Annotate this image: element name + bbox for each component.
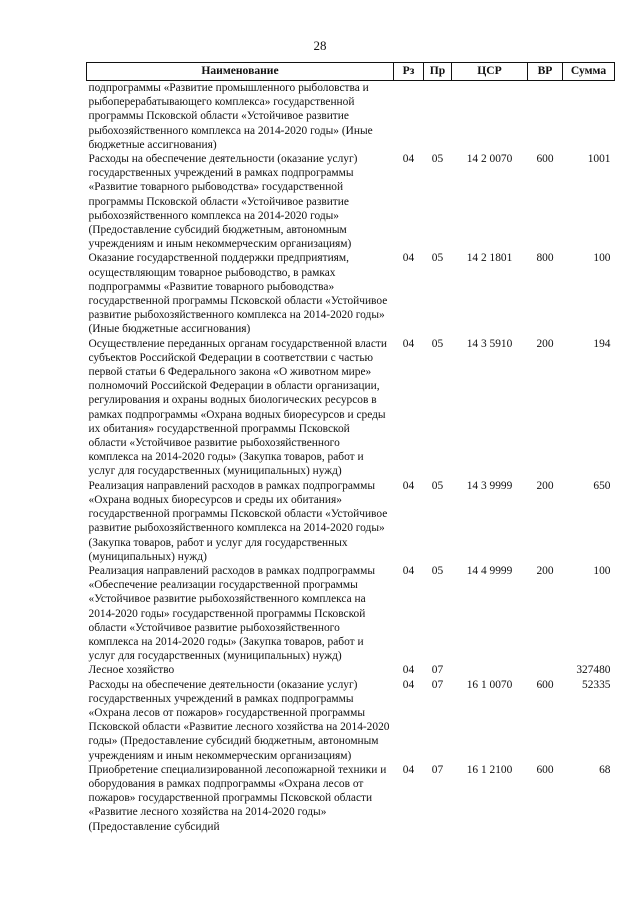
header-row (87, 63, 615, 81)
table-header (87, 63, 615, 81)
row-pr: 07 (431, 664, 444, 677)
row-name: Расходы на обеспечение деятельности (оказание услуг) государственных учреждений в рамках подпрограммы «Охрана лесов от пожаров» государственной программы Псковской области «Развитие лесного хозяйства на 2014-2020 годы» (Предоставление субсидий бюджетным, автономным учреждениям и иным некоммерческим организациям) (88, 678, 390, 762)
row-name: Осуществление переданных органам государственной власти субъектов Российской Федерации в соответствии с частью первой статьи 6 Федерального закона «О животном мире» полномочий Российской Федерации в области организации, регулирования и охраны водных биологических ресурсов в рамках подпрограммы «Охрана водных биоресурсов и среды их обитания» государственной программы Псковской области «Устойчивое развитие рыбохозяйственного комплекса на 2014-2020 годы» (Закупка товаров, работ и услуг для государственных (муниципальных) нужд) (88, 337, 387, 478)
row-sum: 100 (593, 252, 611, 265)
row-rz: 04 (402, 153, 415, 166)
row-rz: 04 (402, 664, 415, 677)
row-pr: 05 (431, 479, 444, 492)
row-rz: 04 (402, 337, 415, 350)
row-name: Расходы на обеспечение деятельности (оказание услуг) государственных учреждений в рамках подпрограммы «Развитие товарного рыбоводства» государственной программы Псковской области «Устойчивое развитие рыбохозяйственного комплекса на 2014-2020 годы» (Предоставление субсидий бюджетным, автономным учреждениям и иным некоммерческим организациям) (88, 153, 358, 251)
row-vr: 200 (536, 337, 554, 350)
page-number: 28 (313, 38, 327, 53)
row-pr: 05 (431, 337, 444, 350)
table-row (87, 152, 615, 251)
row-vr: 600 (536, 678, 554, 691)
row-vr (528, 663, 563, 677)
table-row (87, 81, 615, 153)
row-pr: 07 (431, 763, 444, 776)
row-rz (394, 81, 424, 153)
row-rz: 04 (402, 564, 415, 577)
row-pr: 05 (431, 564, 444, 577)
row-vr: 200 (536, 564, 554, 577)
budget-table-container (86, 62, 614, 834)
row-pr: 05 (431, 252, 444, 265)
row-rz: 04 (402, 763, 415, 776)
row-csr: 14 2 1801 (466, 252, 513, 265)
row-sum: 52335 (582, 678, 611, 691)
row-sum: 650 (593, 479, 611, 492)
row-sum: 100 (593, 564, 611, 577)
row-vr: 200 (536, 479, 554, 492)
row-csr: 14 3 5910 (466, 337, 513, 350)
row-vr (528, 81, 563, 153)
row-rz: 04 (402, 479, 415, 492)
row-csr: 16 1 2100 (466, 763, 513, 776)
table-row (87, 337, 615, 479)
row-vr: 600 (536, 763, 554, 776)
table-row (87, 663, 615, 677)
row-rz: 04 (402, 252, 415, 265)
row-name: Реализация направлений расходов в рамках подпрограммы «Охрана водных биоресурсов и среды их обитания» государственной программы Псковской области «Устойчивое развитие рыбохозяйственного комплекса на 2014-2020 годы» (Закупка товаров, работ и услуг для государственных (муниципальных) нужд) (88, 479, 388, 563)
row-name: Оказание государственной поддержки предприятиям, осуществляющим товарное рыбоводство, в рамках подпрограммы «Развитие товарного рыбоводства» государственной программы Псковской области «Устойчивое развитие рыбохозяйственного комплекса на 2014-2020 годы» (Иные бюджетные ассигнования) (88, 252, 388, 336)
row-sum: 327480 (576, 664, 611, 677)
row-csr (452, 663, 528, 677)
row-csr: 14 3 9999 (466, 479, 513, 492)
row-name: Лесное хозяйство (88, 664, 175, 677)
column-header-pr: Пр (424, 63, 452, 81)
row-sum: 68 (599, 763, 611, 776)
row-pr (424, 81, 452, 153)
row-sum: 194 (593, 337, 611, 350)
table-body (87, 81, 615, 834)
table-row (87, 564, 615, 663)
table-row (87, 479, 615, 564)
row-vr: 600 (536, 153, 554, 166)
row-name: подпрограммы «Развитие промышленного рыболовства и рыбоперерабатывающего комплекса» государственной программы Псковской области «Устойчивое развитие рыбохозяйственного комплекса на 2014-2020 годы» (Иные бюджетные ассигнования) (88, 82, 373, 151)
table-row (87, 678, 615, 763)
row-rz: 04 (402, 678, 415, 691)
row-pr: 07 (431, 678, 444, 691)
row-name: Приобретение специализированной лесопожарной техники и оборудования в рамках подпрограммы «Охрана лесов от пожаров» государственной программы Псковской области «Развитие лесного хозяйства на 2014-2020 годы» (Предоставление субсидий (88, 763, 387, 833)
row-name: Реализация направлений расходов в рамках подпрограммы «Обеспечение реализации государственной программы «Устойчивое развитие рыбохозяйственного комплекса на 2014-2020 годы» государственной программы Псковской области «Устойчивое развитие рыбохозяйственного комплекса на 2014-2020 годы» (Закупка товаров, работ и услуг для государственных (муниципальных) нужд) (88, 564, 375, 663)
row-vr: 800 (536, 252, 554, 265)
row-sum (563, 81, 615, 153)
row-csr (452, 81, 528, 153)
table-row (87, 763, 615, 834)
column-header-vr: ВР (528, 63, 563, 81)
column-header-name: Наименование (87, 63, 394, 81)
budget-table (86, 62, 615, 834)
table-row (87, 251, 615, 336)
row-csr: 16 1 0070 (466, 678, 513, 691)
row-sum: 1001 (587, 153, 611, 166)
column-header-csr: ЦСР (452, 63, 528, 81)
row-pr: 05 (431, 153, 444, 166)
column-header-rz: Рз (394, 63, 424, 81)
row-csr: 14 2 0070 (466, 153, 513, 166)
row-csr: 14 4 9999 (466, 564, 513, 577)
column-header-sum: Сумма (563, 63, 615, 81)
